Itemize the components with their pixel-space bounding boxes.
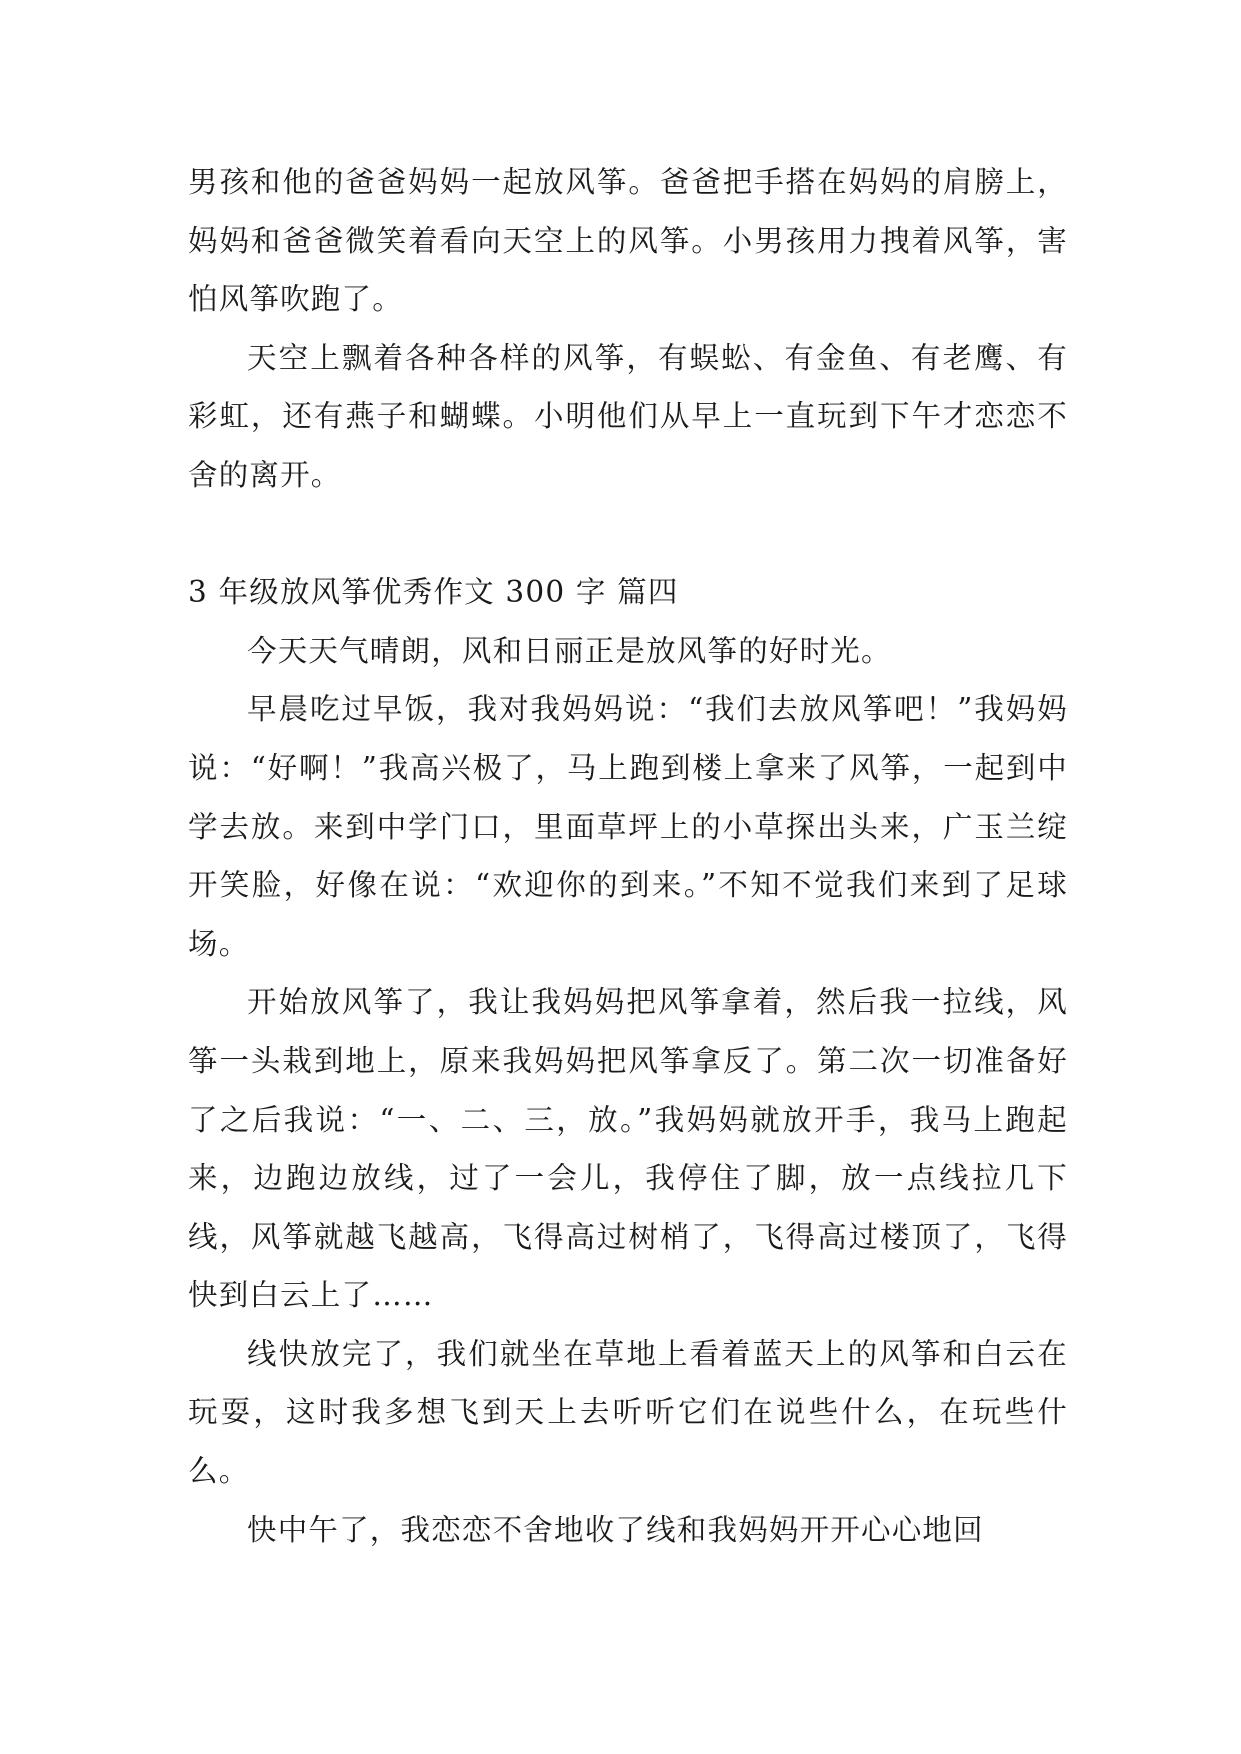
section-heading: 3 年级放风筝优秀作文 300 字 篇四: [188, 575, 679, 610]
document-page: [188, 153, 1068, 1559]
paragraph-kites-in-sky: 天空上飘着各种各样的风筝，有蜈蚣、有金鱼、有老鹰、有彩虹，还有燕子和蝴蝶。小明他们从早上一直玩到下午才恋恋不舍的离开。: [188, 340, 1068, 492]
paragraph-noon: 快中午了，我恋恋不舍地收了线和我妈妈开开心心地回: [247, 1512, 984, 1547]
paragraph-breakfast: 早晨吃过早饭，我对我妈妈说：“我们去放风筝吧！”我妈妈说：“好啊！”我高兴极了，马上跑到楼上拿来了风筝，一起到中学去放。来到中学门口，里面草坪上的小草探出头来，广玉兰绽开笑脸，好像在说：“欢迎你的到来。”不知不觉我们来到了足球场。: [188, 692, 1068, 961]
paragraph-flying: 开始放风筝了，我让我妈妈把风筝拿着，然后我一拉线，风筝一头栽到地上，原来我妈妈把风筝拿反了。第二次一切准备好了之后我说：“一、二、三，放。”我妈妈就放开手，我马上跑起来，边跑边放线，过了一会儿，我停住了脚，放一点线拉几下线，风筝就越飞越高，飞得高过树梢了，飞得高过楼顶了，飞得快到白云上了……: [188, 985, 1068, 1313]
paragraph-continued: 男孩和他的爸爸妈妈一起放风筝。爸爸把手搭在妈妈的肩膀上，妈妈和爸爸微笑着看向天空上的风筝。小男孩用力拽着风筝，害怕风筝吹跑了。: [188, 165, 1068, 317]
section-spacer: [188, 505, 1068, 564]
paragraph-sitting: 线快放完了，我们就坐在草地上看着蓝天上的风筝和白云在玩耍，这时我多想飞到天上去听听它们在说些什么，在玩些什么。: [188, 1336, 1068, 1489]
paragraph-weather: 今天天气晴朗，风和日丽正是放风筝的好时光。: [247, 633, 892, 668]
